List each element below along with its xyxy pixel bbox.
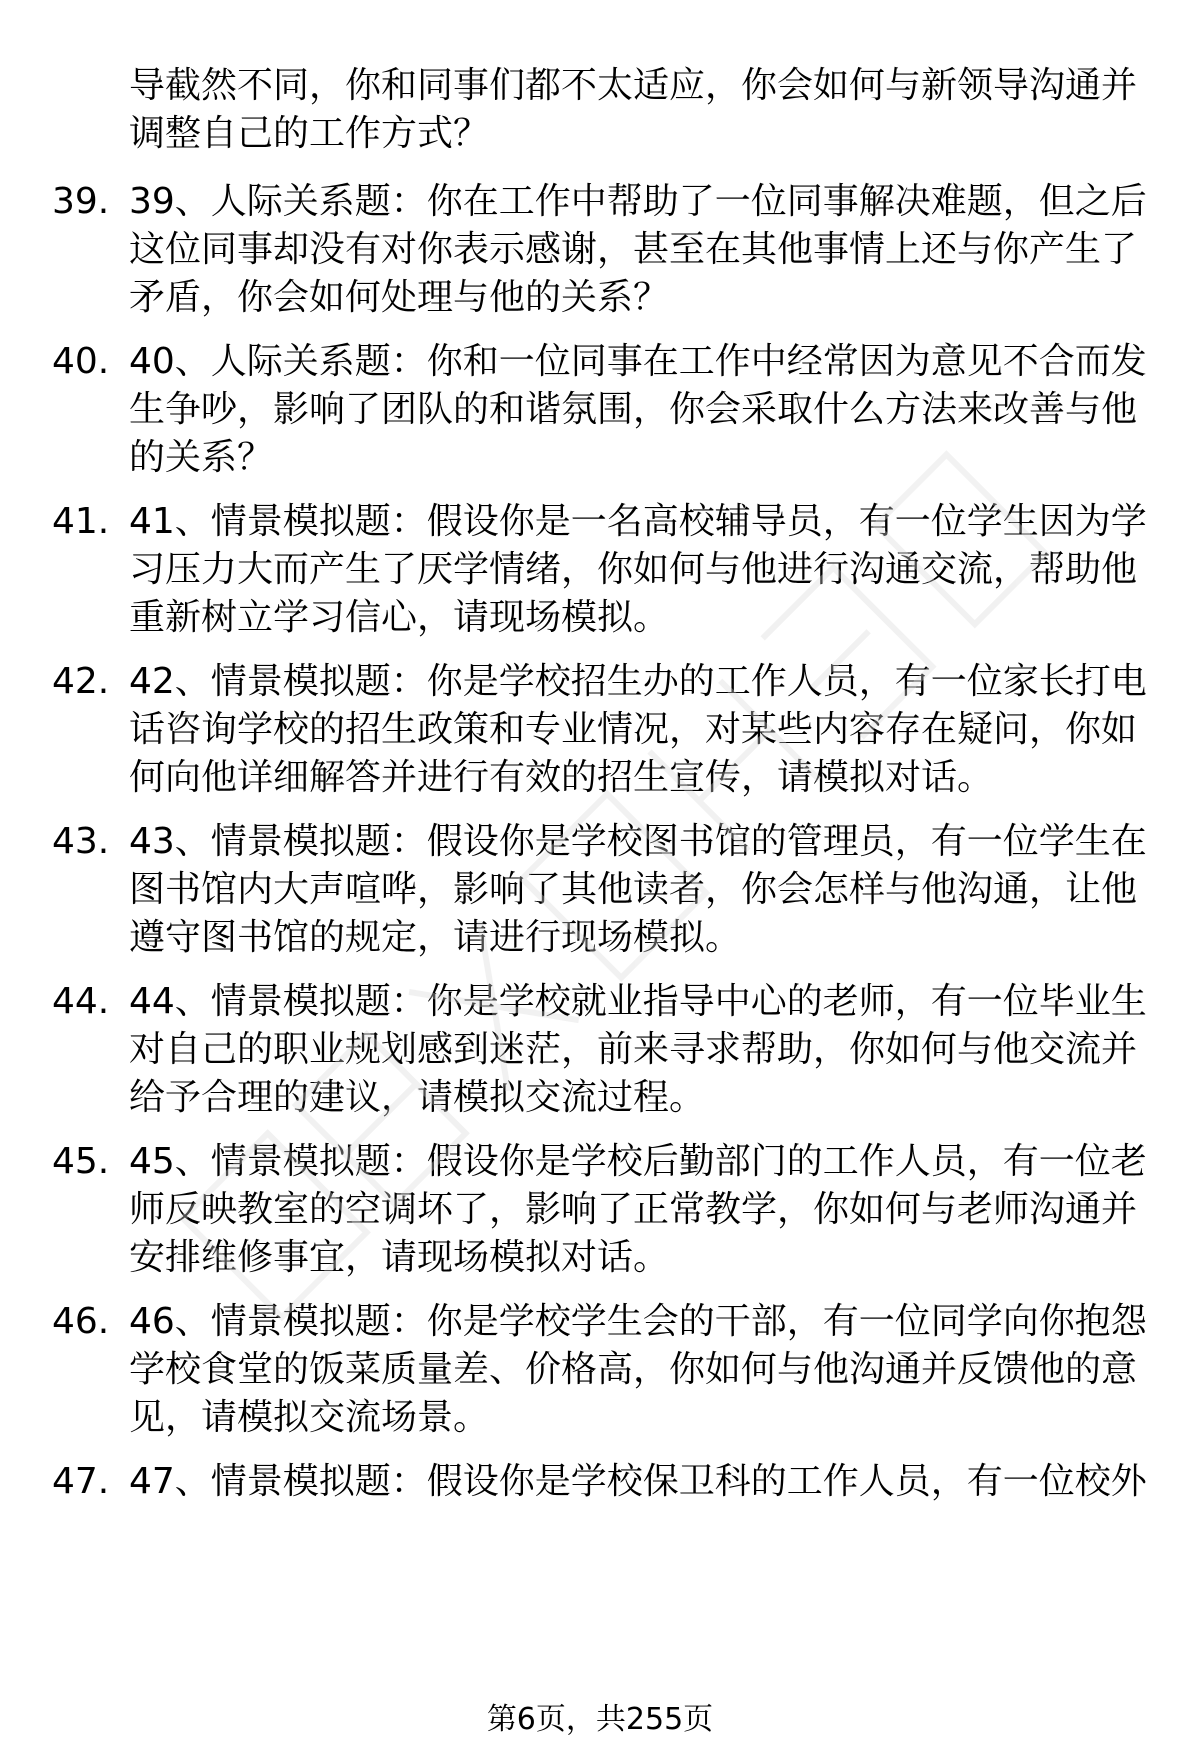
item-text: 42、情景模拟题：你是学校招生办的工作人员，有一位家长打电话咨询学校的招生政策和专业情况，对某些内容存在疑问，你如何向他详细解答并进行有效的招生宣传，请模拟对话。 bbox=[129, 661, 1147, 798]
item-number: 47. bbox=[52, 1461, 110, 1502]
item-text: 44、情景模拟题：你是学校就业指导中心的老师，有一位毕业生对自己的职业规划感到迷茫，前来寻求帮助，你如何与他交流并给予合理的建议，请模拟交流过程。 bbox=[129, 981, 1147, 1118]
page-footer: 第6页，共255页 bbox=[486, 1702, 714, 1737]
item-text: 43、情景模拟题：假设你是学校图书馆的管理员，有一位学生在图书馆内大声喧哗，影响了其他读者，你会怎样与他沟通，让他遵守图书馆的规定，请进行现场模拟。 bbox=[129, 821, 1147, 958]
item-number: 45. bbox=[52, 1141, 110, 1182]
item-text: 45、情景模拟题：假设你是学校后勤部门的工作人员，有一位老师反映教室的空调坏了，影响了正常教学，你如何与老师沟通并安排维修事宜，请现场模拟对话。 bbox=[129, 1141, 1147, 1278]
item-number: 40. bbox=[52, 341, 110, 382]
item-number: 43. bbox=[52, 821, 110, 862]
item-text: 39、人际关系题：你在工作中帮助了一位同事解决难题，但之后这位同事却没有对你表示感谢，甚至在其他事情上还与你产生了矛盾，你会如何处理与他的关系？ bbox=[129, 181, 1147, 318]
item-number: 42. bbox=[52, 661, 110, 702]
item-text: 41、情景模拟题：假设你是一名高校辅导员，有一位学生因为学习压力大而产生了厌学情绪，你如何与他进行沟通交流，帮助他重新树立学习信心，请现场模拟。 bbox=[129, 501, 1147, 638]
item-number: 46. bbox=[52, 1301, 110, 1342]
item-number: 39. bbox=[52, 181, 110, 222]
item-number: 41. bbox=[52, 501, 110, 542]
question-item-42 bbox=[0, 658, 1200, 802]
question-item-40 bbox=[0, 338, 1200, 482]
item-text: 46、情景模拟题：你是学校学生会的干部，有一位同学向你抱怨学校食堂的饭菜质量差、价格高，你如何与他沟通并反馈他的意见，请模拟交流场景。 bbox=[129, 1301, 1147, 1438]
question-item-41 bbox=[0, 498, 1200, 642]
question-item-46 bbox=[0, 1298, 1200, 1442]
continuation-text: 导截然不同，你和同事们都不太适应，你会如何与新领导沟通并调整自己的工作方式？ bbox=[129, 65, 1138, 154]
item-text: 47、情景模拟题：假设你是学校保卫科的工作人员，有一位校外 bbox=[129, 1461, 1147, 1502]
item-number: 44. bbox=[52, 981, 110, 1022]
question-item-47 bbox=[0, 1458, 1200, 1506]
question-item-45 bbox=[0, 1138, 1200, 1282]
question-item-44 bbox=[0, 978, 1200, 1122]
question-item-43 bbox=[0, 818, 1200, 962]
question-item-39 bbox=[0, 178, 1200, 322]
item-text: 40、人际关系题：你和一位同事在工作中经常因为意见不合而发生争吵，影响了团队的和谐氛围，你会采取什么方法来改善与他的关系？ bbox=[129, 341, 1147, 478]
